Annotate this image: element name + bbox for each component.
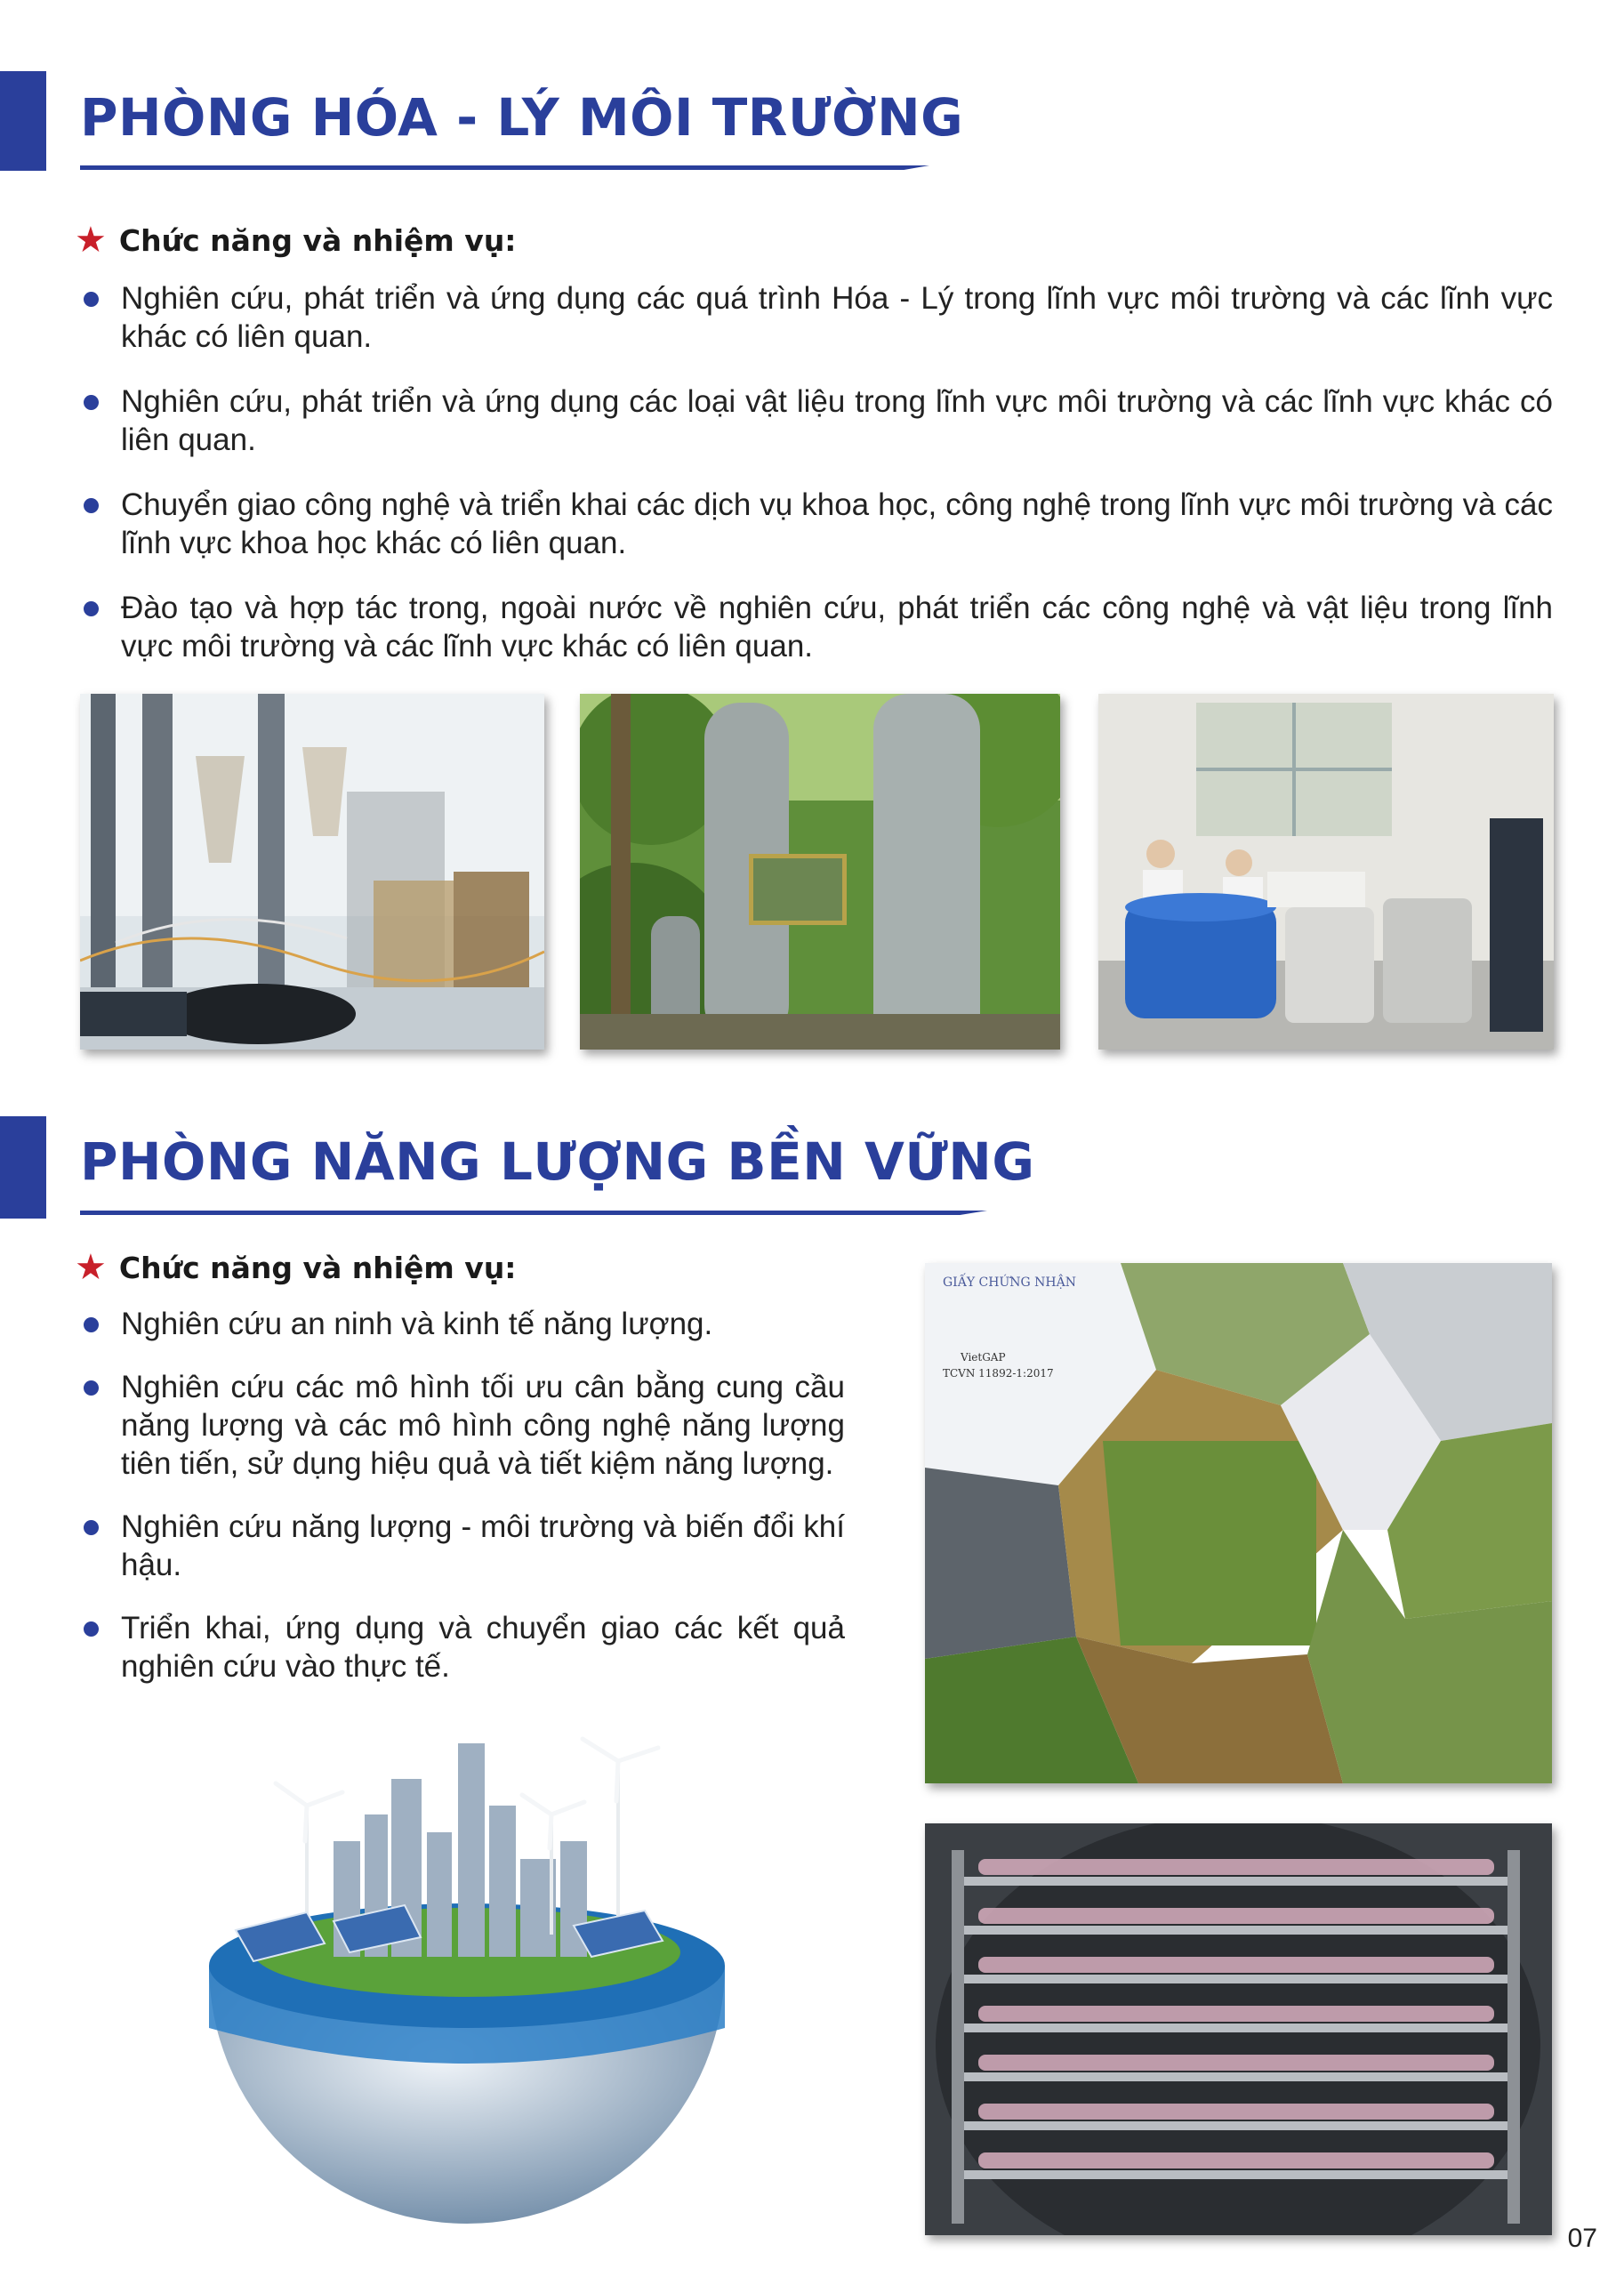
list-item-text: Đào tạo và hợp tác trong, ngoài nước về nghiên cứu, phát triển các công nghệ và vật liệu trong lĩnh vực môi trường và các lĩnh vực khác có liên quan. xyxy=(121,591,1553,664)
section2-duties-list xyxy=(80,1305,845,1686)
star-icon: ★ xyxy=(75,220,107,261)
list-item xyxy=(80,382,1553,459)
bullet-icon xyxy=(84,395,99,410)
green-city-globe-illustration xyxy=(200,1708,734,2241)
certificate-heading: GIẤY CHỨNG NHẬN xyxy=(943,1275,1076,1290)
bullet-icon xyxy=(84,1621,99,1637)
list-item xyxy=(80,1508,845,1584)
list-item-text: Nghiên cứu các mô hình tối ưu cân bằng cung cầu năng lượng và các mô hình công nghệ năng lượng tiên tiến, sử dụng hiệu quả và tiết kiệm năng lượng. xyxy=(121,1370,845,1481)
list-item-text: Nghiên cứu, phát triển và ứng dụng các loại vật liệu trong lĩnh vực môi trường và các lĩnh vực khác có liên quan. xyxy=(121,384,1553,457)
section2-title: PHÒNG NĂNG LƯỢNG BỀN VỮNG xyxy=(80,1131,1035,1192)
bullet-icon xyxy=(84,601,99,616)
section1-title-underline xyxy=(80,165,929,170)
list-item xyxy=(80,1609,845,1686)
list-item xyxy=(80,589,1553,665)
list-item-text: Nghiên cứu an ninh và kinh tế năng lượng. xyxy=(121,1307,713,1341)
section1-subheading-text: Chức năng và nhiệm vụ: xyxy=(118,222,517,258)
list-item xyxy=(80,279,1553,356)
drying-chamber-photo xyxy=(925,1823,1552,2235)
bullet-icon xyxy=(84,498,99,513)
page-number: 07 xyxy=(1567,2224,1597,2253)
product-collage-photo xyxy=(925,1263,1552,1783)
list-item-text: Triển khai, ứng dụng và chuyển giao các kết quả nghiên cứu vào thực tế. xyxy=(121,1611,845,1684)
outdoor-towers-photo xyxy=(580,694,1060,1050)
list-item-text: Nghiên cứu, phát triển và ứng dụng các quá trình Hóa - Lý trong lĩnh vực môi trường và các lĩnh vực khác có liên quan. xyxy=(121,281,1553,354)
certificate-standard: VietGAP xyxy=(961,1351,1006,1364)
certificate-code: TCVN 11892-1:2017 xyxy=(943,1367,1054,1380)
list-item xyxy=(80,486,1553,562)
section2-title-underline xyxy=(80,1211,987,1215)
researchers-lab-photo xyxy=(1098,694,1554,1050)
list-item xyxy=(80,1368,845,1483)
bullet-icon xyxy=(84,292,99,307)
section1-side-bar xyxy=(0,71,46,171)
star-icon: ★ xyxy=(75,1247,107,1288)
section1-subheading xyxy=(75,220,517,261)
list-item-text: Nghiên cứu năng lượng - môi trường và biến đổi khí hậu. xyxy=(121,1509,845,1582)
bullet-icon xyxy=(84,1520,99,1535)
bullet-icon xyxy=(84,1317,99,1332)
section2-subheading xyxy=(75,1247,517,1288)
section1-duties-list xyxy=(80,279,1553,665)
list-item xyxy=(80,1305,845,1343)
lab-equipment-photo xyxy=(80,694,544,1050)
section1-title: PHÒNG HÓA - LÝ MÔI TRƯỜNG xyxy=(80,87,964,148)
bullet-icon xyxy=(84,1380,99,1396)
section2-subheading-text: Chức năng và nhiệm vụ: xyxy=(118,1250,517,1285)
list-item-text: Chuyển giao công nghệ và triển khai các dịch vụ khoa học, công nghệ trong lĩnh vực môi trường và các lĩnh vực khoa học khác có liên quan. xyxy=(121,487,1553,560)
section2-side-bar xyxy=(0,1116,46,1219)
